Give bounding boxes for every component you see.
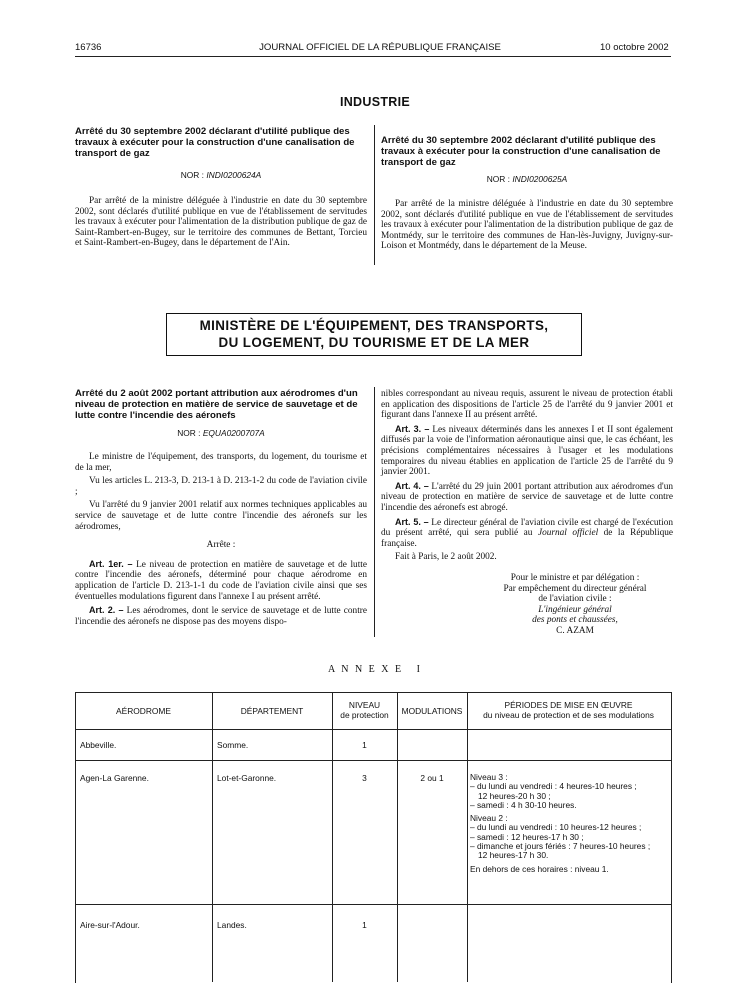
annexe-title: A N N E X E I bbox=[328, 664, 422, 675]
header-aerodrome: AÉRODROME bbox=[116, 706, 171, 716]
header-niveau-line2: de protection bbox=[340, 710, 389, 720]
table-row-aerodrome: Aire-sur-l'Adour. bbox=[80, 920, 140, 930]
period-line: En dehors de ces horaires : niveau 1. bbox=[470, 863, 609, 874]
article-text: Les niveaux déterminés dans les annexes I et II sont également diffusés par la voie de l'information aéronautique ainsi que, le cas échéant, les précisions complémentaires nécessaires à l'usager et les modulations temporaires du niveau établies en application de l'article 25 de l'arrêté du 9 janvier 2001. bbox=[381, 424, 674, 478]
table-row-niveau: 1 bbox=[362, 920, 367, 930]
period-line: Niveau 3 : bbox=[470, 772, 508, 782]
ministry-heading-box bbox=[166, 313, 582, 356]
article-text: Les aérodromes, dont le service de sauvetage et de lutte contre l'incendie des aéronefs ne dispose pas des moyens dispo- bbox=[75, 606, 367, 627]
header-periodes-line2: du niveau de protection et de ses modulations bbox=[483, 710, 654, 720]
article-label: Art. 2. – bbox=[89, 605, 124, 616]
article-text: Le niveau de protection en matière de sauvetage et de lutte contre l'incendie des aéronefs, déterminé pour chaque aérodrome en application de l'article D. 213-1-1 du code de l'aviation civile ainsi que ses éventuelles modulations figurent dans l'annexe I au présent arrêté. bbox=[75, 559, 367, 602]
table-row-niveau: 3 bbox=[362, 773, 367, 783]
industrie-left-body bbox=[75, 196, 367, 252]
table-row-niveau: 1 bbox=[362, 740, 367, 750]
article-1 bbox=[75, 559, 367, 602]
period-line: 12 heures-20 h 30 ; bbox=[478, 790, 551, 801]
paragraph: Par arrêté de la ministre déléguée à l'industrie en date du 30 septembre 2002, sont déclarés d'utilité publique en vue de l'établissement de servitudes les travaux à exécuter pour l'alimentation de la distribution publique de gaz de Montmédy, sur le territoire des communes de Han-lès-Juvigny, Juvigny-sur-Loison et Montmédy, dans le département de la Meuse. bbox=[381, 199, 673, 252]
period-line: – du lundi au vendredi : 10 heures-12 heures ; bbox=[470, 822, 642, 833]
signature-block bbox=[480, 573, 670, 636]
article-3 bbox=[381, 424, 673, 478]
table-row-periodes bbox=[470, 773, 666, 874]
nor-label: NOR : bbox=[486, 174, 510, 184]
signature-line: des ponts et chaussées, bbox=[532, 615, 618, 625]
header-rule bbox=[75, 56, 671, 57]
article-label: Art. 1er. – bbox=[89, 558, 133, 569]
signature-line: Pour le ministre et par délégation : bbox=[510, 573, 640, 583]
aerodromes-left-body bbox=[75, 452, 367, 630]
nor-code: INDI0200625A bbox=[512, 174, 568, 184]
nor-code: EQUA0200707A bbox=[202, 428, 265, 438]
paragraph: Par arrêté de la ministre déléguée à l'industrie en date du 30 septembre 2002, sont déclarés d'utilité publique en vue de l'établissement de servitudes les travaux à exécuter pour l'alimentation de la distribution publique de gaz de Saint-Rambert-en-Bugey, sur le territoire des communes de Bettant, Torcieu et Saint-Rambert-en-Bugey, dans le département de l'Ain. bbox=[75, 196, 367, 249]
paragraph: Vu l'arrêté du 9 janvier 2001 relatif aux normes techniques applicables au service de sauvetage et de lutte contre l'incendie des aéronefs sur les aérodromes, bbox=[75, 500, 367, 532]
article-text: Le directeur général de l'aviation civile est chargé de l'exécution du présent arrêté, qui sera publié au bbox=[381, 517, 673, 539]
article-label: Art. 5. – bbox=[395, 516, 429, 527]
article-text: de la République française. bbox=[381, 528, 673, 549]
industrie-right-body bbox=[381, 199, 673, 255]
period-line: 12 heures-17 h 30. bbox=[478, 850, 549, 861]
signature-line: L'ingénieur général bbox=[538, 604, 612, 615]
nor-label: NOR : bbox=[177, 428, 201, 438]
header-departement: DÉPARTEMENT bbox=[240, 706, 304, 716]
nor-label: NOR : bbox=[180, 170, 204, 180]
nor-left bbox=[75, 170, 367, 180]
arrete-title-right: Arrêté du 30 septembre 2002 déclarant d'utilité publique des travaux à exécuter pour la construction d'une canalisation de transport de gaz bbox=[381, 135, 661, 168]
journal-officiel: Journal officiel bbox=[537, 528, 599, 539]
ministry-title-line1: MINISTÈRE DE L'ÉQUIPEMENT, DES TRANSPORTS, bbox=[199, 318, 549, 333]
table-row-line bbox=[75, 760, 671, 761]
arrete-word: Arrête : bbox=[206, 540, 236, 551]
article-4 bbox=[381, 481, 673, 514]
period-line: – samedi : 4 h 30-10 heures. bbox=[470, 799, 577, 810]
nor-code: INDI0200624A bbox=[206, 170, 262, 180]
table-row-line bbox=[75, 904, 671, 905]
table-col-line bbox=[467, 692, 468, 982]
period-line: Niveau 2 : bbox=[470, 813, 508, 824]
page-date: 10 octobre 2002 bbox=[600, 42, 669, 53]
header-periodes bbox=[467, 700, 670, 720]
table-col-line bbox=[212, 692, 213, 982]
nor-right bbox=[381, 174, 673, 184]
table-row-modulations: 2 ou 1 bbox=[420, 773, 444, 783]
header-niveau bbox=[332, 700, 397, 720]
period-line: – du lundi au vendredi : 4 heures-10 heures ; bbox=[470, 781, 637, 792]
page-number: 16736 bbox=[75, 42, 102, 53]
column-divider bbox=[374, 387, 375, 637]
section-title-industrie: INDUSTRIE bbox=[339, 95, 411, 109]
signature-name: C. AZAM bbox=[556, 625, 594, 636]
paragraph: Vu les articles L. 213-3, D. 213-1 à D. 213-1-2 du code de l'aviation civile ; bbox=[75, 476, 367, 497]
paragraph: Le ministre de l'équipement, des transports, du logement, du tourisme et de la mer, bbox=[75, 452, 367, 473]
nor-aerodromes bbox=[75, 428, 367, 438]
fait-a-paris: Fait à Paris, le 2 août 2002. bbox=[395, 552, 497, 563]
paragraph: nibles correspondant au niveau requis, assurent le niveau de protection établi en application des dispositions de l'article 25 de l'arrêté du 9 janvier 2001 et figurant dans l'annexe II au présent arrêté. bbox=[381, 389, 673, 421]
article-2 bbox=[75, 605, 367, 627]
journal-title: JOURNAL OFFICIEL DE LA RÉPUBLIQUE FRANÇAISE bbox=[259, 42, 501, 53]
table-col-line bbox=[332, 692, 333, 982]
table-row-line bbox=[75, 729, 671, 730]
header-periodes-line1: PÉRIODES DE MISE EN ŒUVRE bbox=[504, 700, 633, 710]
article-label: Art. 3. – bbox=[395, 423, 430, 434]
ministry-title-line2: DU LOGEMENT, DU TOURISME ET DE LA MER bbox=[218, 335, 530, 350]
table-row-departement: Lot-et-Garonne. bbox=[217, 773, 277, 783]
aerodromes-right-body bbox=[381, 389, 673, 566]
arrete-title-aerodromes: Arrêté du 2 août 2002 portant attribution aux aérodromes d'un niveau de protection en matière de service de sauvetage et de lutte contre l'incendie des aéronefs bbox=[75, 388, 358, 421]
table-row-departement: Somme. bbox=[217, 740, 249, 750]
arrete-title-left: Arrêté du 30 septembre 2002 déclarant d'utilité publique des travaux à exécuter pour la construction d'une canalisation de transport de gaz bbox=[75, 126, 355, 159]
table-col-line bbox=[397, 692, 398, 982]
article-text: L'arrêté du 29 juin 2001 portant attribution aux aérodromes d'un niveau de protection en matière de service de sauvetage et de lutte contre l'incendie des aéronefs est abrogé. bbox=[381, 481, 673, 513]
table-row-aerodrome: Abbeville. bbox=[80, 740, 117, 750]
header-modulations: MODULATIONS bbox=[401, 706, 463, 716]
article-label: Art. 4. – bbox=[395, 480, 429, 491]
article-5 bbox=[381, 517, 673, 550]
table-row-aerodrome: Agen-La Garenne. bbox=[80, 773, 149, 783]
table-row-departement: Landes. bbox=[217, 920, 247, 930]
period-line: – dimanche et jours fériés : 7 heures-10 heures ; bbox=[470, 841, 651, 852]
period-line: – samedi : 12 heures-17 h 30 ; bbox=[470, 831, 584, 842]
signature-line: Par empêchement du directeur général bbox=[503, 583, 647, 594]
signature-line: de l'aviation civile : bbox=[538, 594, 612, 604]
column-divider bbox=[374, 125, 375, 265]
header-niveau-line1: NIVEAU bbox=[348, 700, 381, 710]
